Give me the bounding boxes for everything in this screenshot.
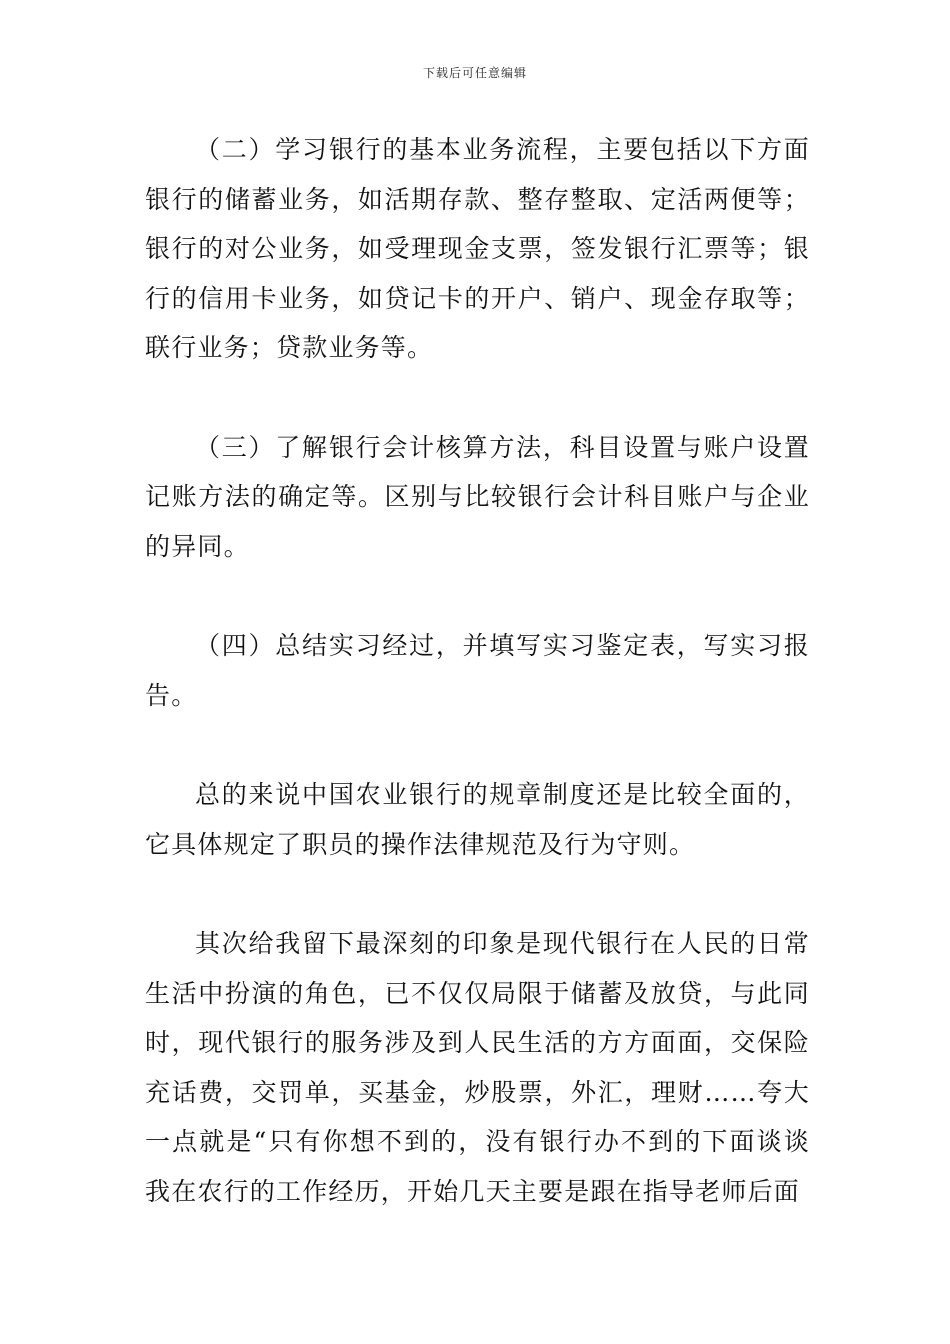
document-body: [145, 125, 810, 1266]
paragraph-modern-banking: 其次给我留下最深刻的印象是现代银行在人民的日常生活中扮演的角色，已不仅仅局限于储蓄及放贷，与此同时，现代银行的服务涉及到人民生活的方方面面，交保险充话费，交罚单，买基金，炒股票，外汇，理财……夸大一点就是“只有你想不到的，没有银行办不到的下面谈谈我在农行的工作经历，开始几天主要是跟在指导老师后面: [145, 929, 810, 1206]
paragraph-business-process: （二）学习银行的基本业务流程，主要包括以下方面银行的储蓄业务，如活期存款、整存整取、定活两便等；银行的对公业务，如受理现金支票，签发银行汇票等；银行的信用卡业务，如贷记卡的开户、销户、现金存取等；联行业务；贷款业务等。: [145, 135, 810, 362]
paragraph-accounting-methods: （三）了解银行会计核算方法，科目设置与账户设置记账方法的确定等。区别与比较银行会计科目账户与企业的异同。: [145, 432, 810, 561]
paragraph-regulations: 总的来说中国农业银行的规章制度还是比较全面的，它具体规定了职员的操作法律规范及行为守则。: [145, 780, 810, 859]
page-header: 下载后可任意编辑: [422, 66, 527, 80]
paragraph-internship-summary: （四）总结实习经过，并填写实习鉴定表，写实习报告。: [145, 631, 810, 710]
